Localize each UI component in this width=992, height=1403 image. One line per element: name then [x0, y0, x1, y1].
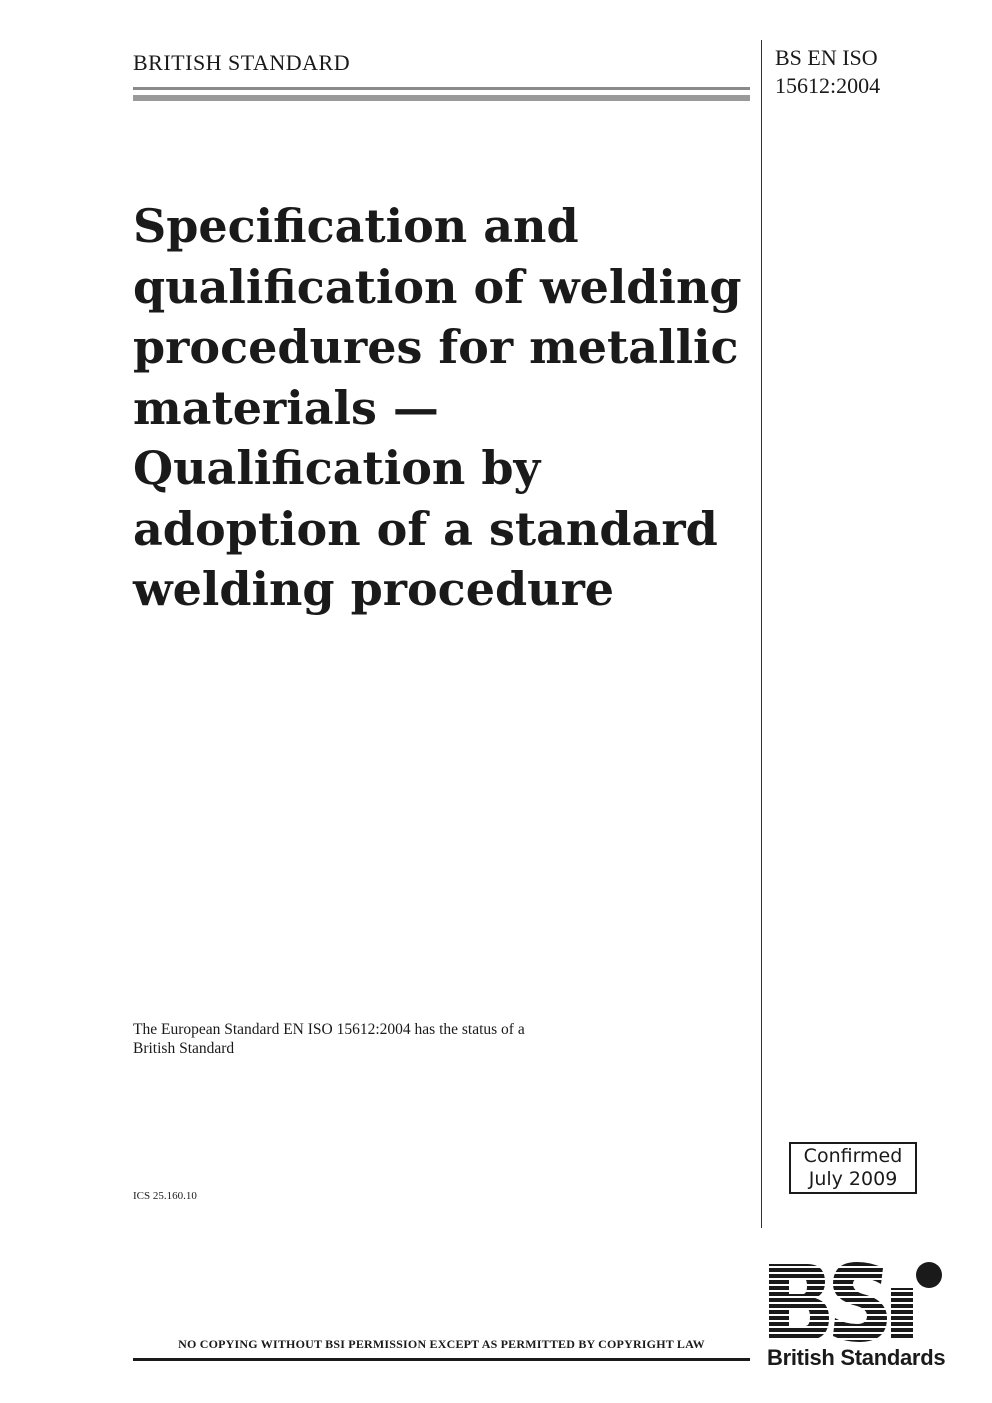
document-title: Specification and qualification of welding procedures for metallic materials — Qualification by adoption of a standard welding procedure [133, 199, 742, 616]
copyright-notice: NO COPYING WITHOUT BSI PERMISSION EXCEPT AS PERMITTED BY COPYRIGHT LAW [178, 1337, 705, 1351]
ics-code: ICS 25.160.10 [133, 1190, 197, 1202]
standard-number: BS EN ISO 15612:2004 [775, 45, 881, 98]
header-rule-thin [133, 87, 750, 90]
status-note: The European Standard EN ISO 15612:2004 has the status of a British Standard [133, 1021, 525, 1057]
header-rule-thick [133, 95, 750, 101]
logo-dot [916, 1262, 942, 1288]
confirmed-stamp: Confirmed July 2009 [789, 1142, 917, 1194]
vertical-divider [761, 40, 762, 1228]
header-label: BRITISH STANDARD [133, 50, 351, 75]
footer-rule [133, 1358, 750, 1361]
logo-caption: British Standards [767, 1345, 946, 1370]
